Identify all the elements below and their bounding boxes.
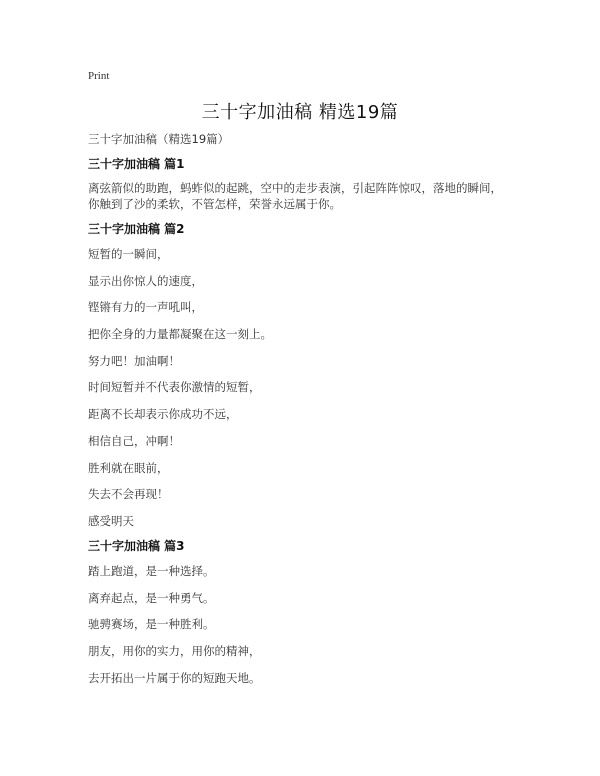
paragraph-line: 离弦箭似的助跑，蚂蚱似的起跳，空中的走步表演，引起阵阵惊叹，落地的瞬间， <box>88 181 502 195</box>
text-line: 努力吧！加油啊！ <box>88 353 180 368</box>
text-line: 把你全身的力量都凝聚在这一刻上。 <box>88 327 272 342</box>
text-line: 离弃起点，是一种勇气。 <box>88 590 215 605</box>
section-heading-3: 三十字加油稿 篇3 <box>88 538 185 553</box>
text-line: 显示出你惊人的速度， <box>88 273 203 288</box>
text-line: 驰骋赛场，是一种胜利。 <box>88 617 215 632</box>
print-link[interactable]: Print <box>88 70 110 82</box>
text-line: 铿锵有力的一声吼叫， <box>88 300 203 315</box>
section-heading-1: 三十字加油稿 篇1 <box>88 157 185 171</box>
paragraph-line: 你触到了沙的柔软，不管怎样，荣誉永远属于你。 <box>88 197 341 211</box>
document-body <box>88 131 528 696</box>
section-heading-2: 三十字加油稿 篇2 <box>88 222 185 236</box>
page-title: 三十字加油稿 精选19篇 <box>201 102 399 123</box>
text-line: 短暂的一瞬间， <box>88 247 169 261</box>
text-line: 朋友，用你的实力，用你的精神， <box>88 643 261 658</box>
text-line: 去开拓出一片属于你的短跑天地。 <box>88 670 261 685</box>
text-line: 失去不会再现！ <box>88 487 169 502</box>
text-line: 相信自己，冲啊！ <box>88 433 180 448</box>
text-line: 踏上跑道，是一种选择。 <box>88 563 215 578</box>
text-line: 距离不长却表示你成功不远， <box>88 407 238 422</box>
section-1-paragraph <box>88 180 528 212</box>
text-line: 时间短暂并不代表你激情的短暂， <box>88 380 261 395</box>
text-line: 感受明天 <box>88 513 134 528</box>
document-subtitle: 三十字加油稿（精选19篇） <box>88 132 230 146</box>
text-line: 胜利就在眼前， <box>88 460 169 475</box>
